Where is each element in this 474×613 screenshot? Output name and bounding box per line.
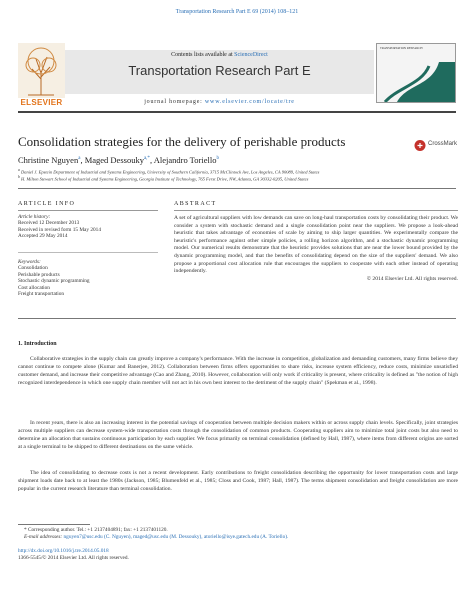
keyword: Stochastic dynamic programming (18, 278, 90, 285)
section-heading: 1. Introduction (18, 341, 57, 347)
keywords (18, 259, 163, 297)
crossmark-label: CrossMark (428, 141, 458, 147)
author-affiliation-mark[interactable]: a,* (143, 156, 150, 162)
history-received: Received 12 December 2013 (18, 220, 80, 227)
doi-link[interactable]: http://dx.doi.org/10.1016/j.tre.2014.05.018 (18, 548, 109, 554)
header-rule (18, 111, 456, 113)
author-name: Christine Nguyen (18, 155, 79, 165)
keywords-rule (18, 252, 158, 253)
email-links[interactable]: nguyen7@usc.edu (C. Nguyen), maged@usc.edu (M. Dessouky), atoriello@isye.gatech.edu (A. Toriello). (63, 533, 289, 540)
abstract-body (174, 215, 458, 283)
history-accepted: Accepted 29 May 2014 (18, 233, 68, 240)
abstract-rule (174, 210, 458, 211)
footnote-rule (18, 524, 90, 525)
author-name: Alejandro Toriello (153, 155, 217, 165)
abstract-copyright: © 2014 Elsevier Ltd. All rights reserved. (366, 275, 458, 282)
journal-homepage (65, 99, 374, 105)
author-affiliation-mark[interactable]: a (78, 156, 81, 162)
abstract-text: A set of agricultural suppliers with low demands can save on long-haul transportation costs by consolidating their product. We consider a system with stochastic demand and a single consolidation point near the suppliers. We propose a look-ahead heuristic that takes advantage of economies of scale by aiming to ship larger quantities. We experimentally compare the heuristic's performance against other simple policies, a rolling horizon algorithm, and a stochastic dynamic programming model. Our numerical results demonstrate that the heuristic provides solutions that are near the lower bound provided by the dynamic programming model, and that the benefits of consolidating depend on the size of the suppliers' demand. We also propose a proportional cost allocation rule that encourages the suppliers to cooperate with each other instead of operating independently. (174, 215, 458, 275)
affiliation-line (18, 168, 458, 175)
history-revised: Received in revised form 15 May 2014 (18, 226, 101, 233)
article-title: Consolidation strategies for the delivery of perishable products (18, 134, 346, 149)
homepage-link[interactable]: www.elsevier.com/locate/tre (204, 99, 295, 105)
intro-paragraph-1: Collaborative strategies in the supply chain can greatly improve a company's performance. With the increase in competition, globalization and demanding customers, many firms believe they cannot continue to compete alone (Kumar and Banerjee, 2012). Collaboration between firms offers opportunities to share risks, increase system efficiency, reduce costs, minimize unsatisfied customer demand, and increase their competitive advantage (Cao and Zhang, 2010). However, collaboration will only work if criticality is present, where criticality is defined as "the notion of high recognized interdependence in which one supply chain member will not act in his own best interest to the detriment of the supply chain" (Spekman et al., 1998). (18, 356, 458, 386)
history-label: Article history: (18, 214, 51, 220)
abstract-heading: ABSTRACT (174, 201, 217, 207)
doi-block (18, 548, 448, 561)
elsevier-tree-logo (18, 43, 65, 103)
affiliation-text: H. Milton Stewart School of Industrial and Systems Engineering, Georgia Institute of Technology, 765 Ferst Drive, NW, Atlanta, GA 30332-0205, United States (21, 176, 309, 182)
affiliations (18, 168, 458, 182)
keyword: Perishable products (18, 271, 60, 278)
author-affiliation-mark[interactable]: b (216, 156, 219, 162)
keywords-label: Keywords: (18, 259, 41, 265)
keyword: Consolidation (18, 265, 48, 272)
keyword: Cost allocation (18, 284, 50, 291)
cover-title: TRANSPORTATION RESEARCH (380, 46, 423, 50)
affiliation-mark: a (18, 168, 20, 172)
sciencedirect-link[interactable]: ScienceDirect (234, 52, 268, 58)
journal-title: Transportation Research Part E (128, 63, 311, 78)
article-info-heading: ARTICLE INFO (18, 201, 76, 207)
affiliation-line (18, 175, 458, 182)
affiliation-text: Daniel J. Epstein Department of Industrial and Systems Engineering, University of Southern California, 3715 McClintock Ave, Los Angeles, CA 90089, United States (21, 169, 320, 175)
crossmark-badge[interactable] (414, 139, 458, 152)
intro-paragraph-2: In recent years, there is also an increasing interest in the potential savings of cooperation between multiple decision makers within or across supply chain levels. Specifically, joint strategies across multiple suppliers can decrease system-wide transportation costs through the consolidation of common products. Cooperating suppliers aim to minimize total joint costs but also need to determine an allocation that sustains continuous participation by each supplier. We focus primarily on terminal consolidation (defined by Hall, 1987), where items from different origins are sorted at a single terminal to be shipped to different destinations on the same vehicle. (18, 420, 458, 450)
elsevier-wordmark: ELSEVIER (20, 98, 63, 107)
issn-line: 1366-5545/© 2014 Elsevier Ltd. All rights reserved. (18, 554, 129, 561)
article-history (18, 214, 163, 240)
homepage-label: journal homepage: (144, 99, 205, 105)
footnotes (24, 527, 454, 540)
corresponding-author: * Corresponding author. Tel.: +1 2137404891; fax: +1 2137401120. (24, 527, 168, 533)
author-list: Christine Nguyen$^a$, Maged Dessouky$^{a,*}$, Alejandro Toriello$^b$ (18, 155, 219, 165)
abstract-bottom-rule (18, 318, 456, 319)
contents-line (65, 52, 374, 58)
keyword: Freight transportation (18, 291, 65, 298)
email-addresses (24, 534, 454, 541)
article-info-rule (18, 210, 158, 211)
email-label: E-mail addresses: (24, 533, 64, 540)
journal-reference[interactable]: Transportation Research Part E 69 (2014) 108–121 (175, 9, 299, 15)
contents-prefix: Contents lists available at (171, 52, 235, 58)
journal-cover-image (376, 43, 456, 103)
title-rule (18, 188, 456, 189)
affiliation-mark: b (18, 175, 20, 180)
intro-paragraph-3: The idea of consolidating to decrease costs is not a recent development. Early contributions to freight consolidation describing the opportunity for lower transportation costs and large shipment loads date back to at least the 1980s (Jackson, 1985; Blumenfeld et al., 1985; Closs and Cook, 1987; Hall, 1987). The terms shipment consolidation and freight consolidation are more popular in the current research literature than terminal consolidation. (18, 470, 458, 492)
author-name: Maged Dessouky (84, 155, 144, 165)
